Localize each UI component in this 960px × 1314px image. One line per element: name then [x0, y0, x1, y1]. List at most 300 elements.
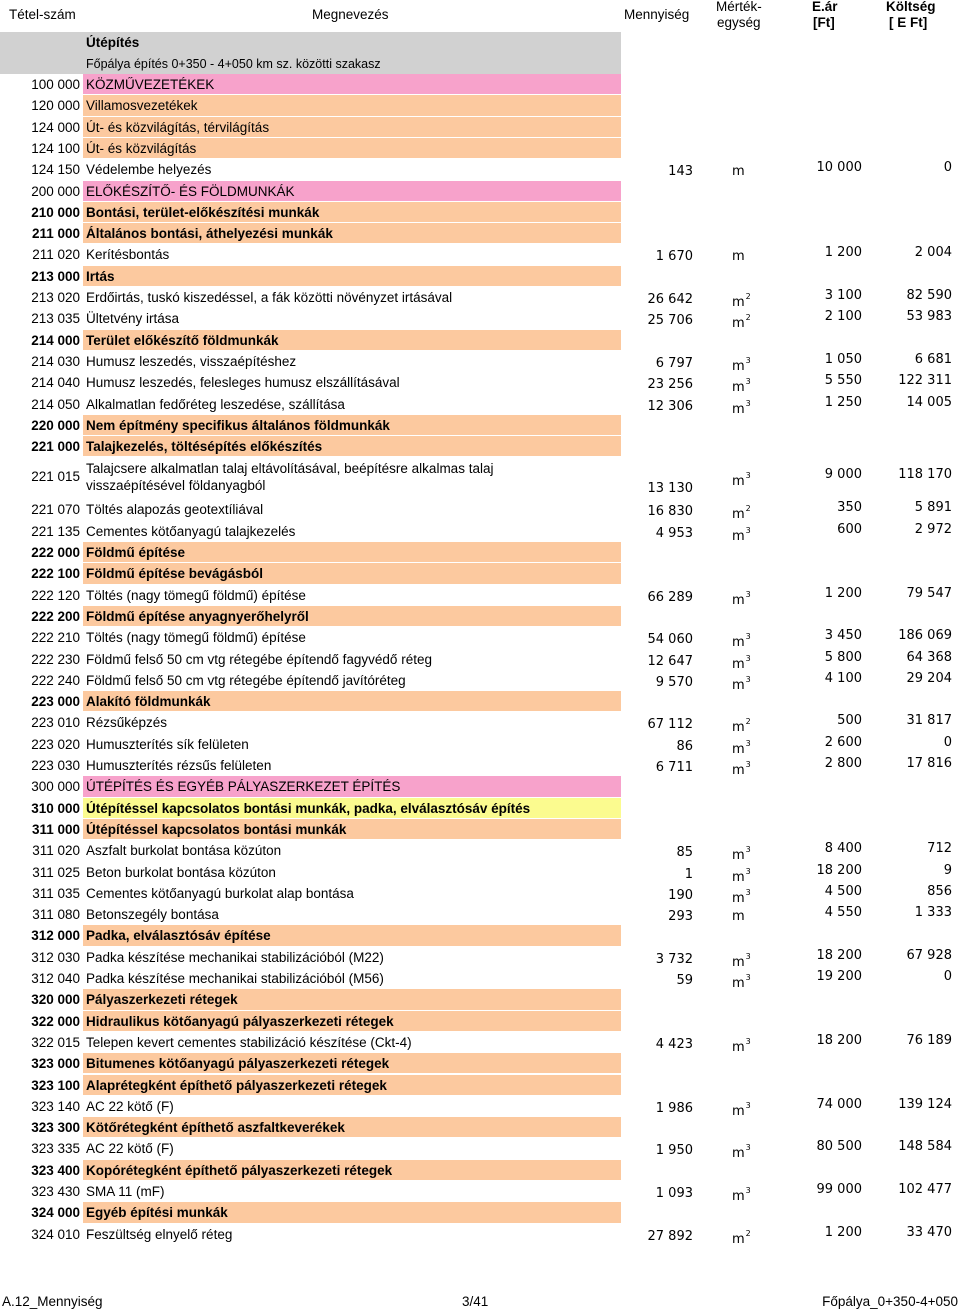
item-name: AC 22 kötő (F) [86, 1098, 174, 1114]
item-code: 312 040 [31, 971, 80, 986]
item-unit [732, 164, 772, 179]
item-unit-symbol: m [732, 869, 745, 885]
item-code: 323 140 [31, 1098, 80, 1114]
item-code: 221 070 [31, 502, 80, 518]
item-code: 324 010 [31, 1226, 80, 1242]
table-row [0, 989, 960, 1010]
item-unit-symbol: m [732, 954, 745, 970]
item-quantity: 9 570 [655, 674, 693, 690]
item-unit [732, 1186, 772, 1204]
item-unit-exponent: 3 [745, 674, 751, 684]
table-row [0, 947, 960, 968]
item-unit-exponent: 3 [745, 1186, 751, 1195]
item-unit [732, 504, 772, 522]
item-unit-exponent: 2 [745, 1228, 751, 1238]
item-quantity: 59 [676, 973, 693, 988]
item-unit [732, 590, 772, 608]
table-row [0, 670, 960, 691]
item-unit-price: 3 450 [824, 628, 862, 644]
table-row [0, 925, 960, 946]
item-cost: 53 983 [906, 309, 952, 325]
item-quantity: 4 953 [655, 525, 693, 541]
item-unit-symbol: m [732, 380, 745, 396]
item-unit-exponent: 3 [745, 738, 751, 748]
item-unit-price: 74 000 [816, 1096, 862, 1112]
item-unit-price: 8 400 [824, 841, 862, 857]
item-quantity: 3 732 [655, 951, 693, 967]
footer-page-number: 3/41 [462, 1294, 489, 1309]
table-row [0, 138, 960, 159]
item-name: ELŐKÉSZÍTŐ- ÉS FÖLDMUNKÁK [86, 183, 295, 199]
table-row [0, 883, 960, 904]
table-row [0, 457, 960, 499]
item-name: Védelembe helyezés [86, 162, 212, 178]
item-code: 322 000 [31, 1013, 80, 1029]
header-unit-line2: egység [717, 15, 761, 30]
item-name: Töltés (nagy tömegű földmű) építése [86, 587, 306, 603]
table-row [0, 968, 960, 989]
item-name: Kerítésbontás [86, 247, 170, 263]
item-name: Egyéb építési munkák [86, 1205, 228, 1221]
table-row [0, 436, 960, 457]
item-code: 323 430 [31, 1184, 80, 1199]
item-name: Bitumenes kötőanyagú pályaszerkezeti rétegek [86, 1056, 390, 1072]
item-name: Irtás [86, 268, 115, 284]
item-cost: 5 891 [914, 500, 952, 516]
item-name: Cementes kötőanyagú talajkezelés [86, 523, 296, 539]
item-code: 221 000 [31, 439, 80, 455]
header-name: Megnevezés [312, 7, 389, 22]
item-cost: 17 816 [906, 756, 952, 771]
item-quantity: 190 [668, 887, 693, 903]
item-code: 220 000 [31, 417, 80, 433]
item-code: 222 230 [31, 651, 80, 667]
item-code: 214 030 [31, 353, 80, 369]
table-row [0, 542, 960, 563]
item-unit-price: 350 [837, 500, 862, 516]
item-unit-symbol: m [732, 763, 745, 778]
item-unit-price: 1 050 [824, 351, 862, 367]
item-code: 311 080 [32, 907, 80, 923]
item-unit-price: 2 800 [824, 756, 862, 771]
item-name: Humusz leszedés, visszaépítéshez [86, 353, 297, 369]
item-name: Telepen kevert cementes stabilizáció készítése (Ckt-4) [86, 1034, 412, 1050]
item-code: 200 000 [31, 183, 80, 199]
table-row [0, 755, 960, 776]
table-row [0, 691, 960, 712]
item-unit-price: 18 200 [816, 947, 862, 963]
item-unit [732, 249, 772, 264]
item-name: Földmű építése anyagnyerőhelyről [86, 608, 309, 624]
item-unit [732, 739, 772, 757]
item-name: Padka készítése mechanikai stabilizációból (M22) [86, 949, 384, 965]
item-unit [732, 399, 772, 417]
item-quantity: 67 112 [647, 717, 693, 733]
item-unit-exponent: 3 [745, 845, 751, 855]
item-code: 214 000 [31, 332, 80, 348]
item-unit-price: 18 200 [816, 1032, 862, 1048]
item-code: 213 035 [31, 311, 80, 327]
item-unit [732, 973, 772, 991]
item-unit-symbol: m [732, 474, 745, 490]
item-code: 222 120 [31, 587, 80, 603]
item-code: 120 000 [31, 98, 80, 114]
item-name: Út- és közvilágítás, térvilágítás [86, 119, 270, 135]
item-unit [732, 888, 772, 906]
item-code: 222 210 [31, 630, 80, 646]
item-code: 300 000 [31, 779, 80, 795]
item-name: Terület előkészítő földmunkák [86, 332, 279, 348]
item-quantity: 86 [676, 738, 693, 754]
table-row [0, 244, 960, 265]
item-name: Betonszegély bontása [86, 907, 219, 923]
item-unit-exponent: 3 [745, 377, 751, 387]
item-quantity: 1 093 [655, 1186, 693, 1201]
item-unit-price: 99 000 [816, 1182, 862, 1197]
item-cost: 2 004 [914, 245, 952, 261]
item-cost: 6 681 [914, 351, 952, 367]
item-unit-price: 600 [837, 521, 862, 537]
table-row [0, 223, 960, 244]
item-unit-exponent: 3 [745, 973, 751, 982]
item-quantity: 12 306 [647, 398, 693, 414]
table-row [0, 308, 960, 332]
item-name: Humuszterítés sík felületen [86, 736, 249, 752]
item-unit-price: 9 000 [824, 467, 862, 483]
item-cost: 82 590 [906, 288, 952, 303]
item-name: Beton burkolat bontása közúton [86, 864, 276, 880]
item-name: Humusz leszedés, felesleges humusz elszállításával [86, 375, 400, 391]
item-unit [732, 654, 772, 672]
item-code: 223 010 [31, 715, 80, 731]
item-cost: 79 547 [906, 585, 952, 601]
table-row [0, 819, 960, 840]
table-row [0, 95, 960, 116]
item-unit-symbol: m [732, 507, 745, 523]
table-row [0, 862, 960, 883]
table-row [0, 734, 960, 755]
table-row [0, 351, 960, 372]
item-name: KÖZMŰVEZETÉKEK [86, 77, 215, 92]
item-unit-symbol: m [732, 635, 745, 651]
item-cost: 67 928 [906, 947, 952, 963]
item-quantity: 85 [676, 845, 693, 861]
item-name: Bontási, terület-előkészítési munkák [86, 204, 320, 220]
table-row [0, 1117, 960, 1138]
item-name: Alaprétegként építhető pályaszerkezeti rétegek [86, 1077, 387, 1093]
item-quantity: 23 256 [647, 377, 693, 393]
table-row [0, 117, 960, 138]
item-unit-price: 4 100 [824, 670, 862, 686]
table-row [0, 287, 960, 308]
item-name: Pályaszerkezeti rétegek [86, 992, 238, 1008]
item-unit-price: 4 550 [824, 905, 862, 921]
item-quantity: 26 642 [647, 292, 693, 307]
item-cost: 148 584 [898, 1139, 952, 1155]
item-quantity: 4 423 [655, 1036, 693, 1052]
item-name: Alkalmatlan fedőréteg leszedése, szállítása [86, 396, 345, 412]
item-name: Ültetvény irtása [86, 311, 180, 327]
item-code: 222 000 [31, 545, 80, 560]
item-quantity: 27 892 [647, 1228, 693, 1244]
item-quantity: 13 130 [647, 481, 693, 497]
item-unit-exponent: 3 [745, 1143, 751, 1153]
table-row [0, 712, 960, 736]
section-subtitle: Főpálya építés 0+350 - 4+050 km sz. közötti szakasz [86, 57, 381, 71]
item-cost: 122 311 [898, 373, 952, 389]
item-unit [732, 313, 772, 331]
item-cost: 139 124 [898, 1096, 952, 1112]
item-unit [732, 952, 772, 970]
item-unit-exponent: 3 [745, 632, 751, 642]
item-code: 213 020 [31, 290, 80, 305]
table-row [0, 904, 960, 925]
item-name: Rézsűképzés [86, 715, 168, 731]
item-unit [732, 845, 772, 863]
item-unit [732, 1037, 772, 1055]
item-unit [732, 675, 772, 693]
item-code: 124 100 [31, 140, 80, 156]
item-name: ÚTÉPÍTÉS ÉS EGYÉB PÁLYASZERKEZET ÉPÍTÉS [86, 779, 401, 795]
item-code: 312 030 [31, 949, 80, 965]
item-unit [732, 377, 772, 395]
item-unit-exponent: 3 [745, 760, 751, 769]
item-name: Feszültség elnyelő réteg [86, 1226, 233, 1242]
item-quantity: 1 [684, 866, 693, 882]
item-unit-exponent: 3 [745, 398, 751, 408]
item-code: 124 000 [31, 119, 80, 135]
table-row [0, 1075, 960, 1096]
item-unit-symbol: m [732, 316, 745, 332]
item-unit-exponent: 3 [745, 355, 751, 365]
item-name: Földmű építése [86, 545, 186, 560]
item-cost: 0 [943, 734, 952, 750]
item-quantity: 54 060 [647, 632, 693, 648]
item-cost: 76 189 [906, 1032, 952, 1048]
item-cost: 33 470 [906, 1224, 952, 1240]
item-unit-symbol: m [732, 909, 745, 925]
item-quantity: 1 950 [655, 1143, 693, 1159]
item-unit-price: 5 800 [824, 649, 862, 665]
item-unit-symbol: m [732, 656, 745, 672]
item-unit [732, 526, 772, 544]
item-unit-exponent: 3 [745, 951, 751, 961]
item-code: 311 000 [31, 821, 80, 837]
table-row [0, 74, 960, 95]
item-cost: 64 368 [906, 649, 952, 665]
section-title: Útépítés [86, 35, 140, 50]
table-row [0, 1032, 960, 1053]
item-code: 214 040 [31, 375, 80, 391]
item-unit [732, 356, 772, 374]
item-unit [732, 1143, 772, 1161]
item-cost: 102 477 [898, 1182, 952, 1197]
item-code: 211 020 [32, 247, 80, 263]
item-cost: 0 [943, 969, 952, 984]
table-row [0, 1096, 960, 1117]
item-quantity: 66 289 [647, 589, 693, 605]
table-row [0, 1011, 960, 1032]
item-unit-symbol: m [732, 295, 745, 310]
item-name: Hidraulikus kötőanyagú pályaszerkezeti rétegek [86, 1013, 394, 1029]
item-unit-exponent: 3 [745, 471, 751, 481]
item-code: 221 135 [31, 523, 80, 539]
table-row [0, 798, 960, 819]
item-cost: 0 [943, 160, 952, 176]
item-name: Talajcsere alkalmatlan talaj eltávolításával, beépítésre alkalmas talaj visszaépítésével földanyagból [86, 461, 494, 494]
item-unit-exponent: 3 [745, 653, 751, 663]
item-name: Földmű felső 50 cm vtg rétegébe építendő fagyvédő réteg [86, 651, 432, 667]
item-name: Útépítéssel kapcsolatos bontási munkák, padka, elválasztósáv építés [86, 800, 531, 816]
table-row [0, 499, 960, 523]
footer-sheet-name: A.12_Mennyiség [2, 1294, 103, 1309]
item-unit [732, 1101, 772, 1119]
item-name: Erdőirtás, tuskó kiszedéssel, a fák közötti növényzet irtásával [86, 290, 453, 305]
section-subtitle-row [0, 53, 960, 74]
header-qty: Mennyiség [624, 7, 690, 22]
item-code: 222 100 [31, 566, 80, 582]
table-header [0, 0, 960, 32]
item-unit-symbol: m [732, 249, 745, 265]
item-unit-exponent: 3 [745, 1036, 751, 1046]
item-name: Padka készítése mechanikai stabilizációból (M56) [86, 971, 384, 986]
item-quantity: 293 [668, 909, 693, 925]
item-cost: 2 972 [914, 521, 952, 537]
footer-section-name: Főpálya_0+350-4+050 [822, 1294, 958, 1309]
item-unit-price: 18 200 [816, 862, 862, 878]
item-cost: 9 [943, 862, 952, 878]
item-code: 211 000 [31, 226, 80, 242]
item-cost: 186 069 [898, 628, 952, 644]
item-unit-symbol: m [732, 592, 745, 608]
item-name: Talajkezelés, töltésépítés előkészítés [86, 439, 323, 455]
table-row [0, 585, 960, 606]
item-unit-symbol: m [732, 401, 745, 417]
item-unit-price: 2 100 [824, 309, 862, 325]
item-unit-exponent: 3 [745, 589, 751, 599]
item-unit-price: 1 200 [824, 1224, 862, 1240]
item-name: Kopórétegként építhető pályaszerkezeti rétegek [86, 1162, 393, 1178]
table-row [0, 330, 960, 351]
table-row [0, 521, 960, 542]
item-unit-exponent: 2 [745, 292, 751, 301]
item-unit-price: 3 100 [824, 288, 862, 303]
table-row [0, 159, 960, 180]
section-title-row [0, 32, 960, 53]
item-quantity: 16 830 [647, 504, 693, 520]
item-name: Humuszterítés rézsűs felületen [86, 758, 272, 773]
table-row [0, 1138, 960, 1162]
item-code: 311 035 [32, 885, 80, 901]
item-unit [732, 717, 772, 735]
item-name: Általános bontási, áthelyezési munkák [86, 226, 333, 242]
item-unit-exponent: 3 [745, 1100, 751, 1110]
item-name: AC 22 kötő (F) [86, 1141, 174, 1157]
item-name: Töltés alapozás geotextíliával [86, 502, 264, 518]
item-code: 222 240 [31, 672, 80, 688]
item-code: 210 000 [31, 204, 80, 220]
item-code: 323 335 [31, 1141, 80, 1157]
item-unit-symbol: m [732, 358, 745, 374]
item-unit-exponent: 3 [745, 525, 751, 535]
item-unit-symbol: m [732, 164, 745, 180]
table-row [0, 1160, 960, 1181]
item-code: 214 050 [31, 396, 80, 412]
item-code: 322 015 [31, 1034, 80, 1050]
item-name: Töltés (nagy tömegű földmű) építése [86, 630, 306, 646]
item-name: Villamosvezetékek [86, 98, 198, 114]
item-unit-exponent: 2 [745, 717, 751, 727]
table-row [0, 1202, 960, 1223]
item-unit-symbol: m [732, 528, 745, 544]
header-cost-line2: [ E Ft] [889, 15, 928, 30]
item-unit-exponent: 2 [745, 313, 751, 323]
item-quantity: 12 647 [647, 653, 693, 669]
item-code: 223 000 [31, 694, 80, 710]
table-row [0, 1053, 960, 1074]
item-name: Út- és közvilágítás [86, 140, 197, 156]
item-code: 124 150 [31, 162, 80, 178]
item-unit-symbol: m [732, 1103, 745, 1119]
table-row [0, 627, 960, 651]
item-quantity: 25 706 [647, 313, 693, 329]
item-unit [732, 760, 772, 778]
item-cost: 14 005 [906, 394, 952, 410]
table-row [0, 266, 960, 287]
item-unit-exponent: 2 [745, 504, 751, 514]
item-unit [732, 867, 772, 885]
item-code: 311 020 [32, 843, 80, 859]
item-code: 323 000 [31, 1056, 80, 1072]
item-unit-exponent: 3 [745, 887, 751, 897]
table-row [0, 415, 960, 436]
table-row [0, 202, 960, 223]
item-unit-price: 1 200 [824, 245, 862, 261]
table-row [0, 181, 960, 202]
item-unit-price: 5 550 [824, 373, 862, 389]
item-code: 221 015 [31, 469, 80, 485]
item-quantity: 6 797 [655, 355, 693, 371]
item-code: 323 100 [31, 1077, 80, 1093]
item-cost: 29 204 [906, 670, 952, 686]
table-row [0, 606, 960, 627]
table-row [0, 394, 960, 415]
item-code: 223 020 [31, 736, 80, 752]
item-unit-symbol: m [732, 890, 745, 906]
item-cost: 31 817 [906, 713, 952, 729]
item-unit-price: 1 200 [824, 585, 862, 601]
table-row [0, 372, 960, 396]
item-code: 320 000 [31, 992, 80, 1008]
item-unit-exponent: 3 [745, 866, 751, 876]
item-name: Alakító földmunkák [86, 694, 211, 710]
item-unit-price: 2 600 [824, 734, 862, 750]
item-unit [732, 471, 772, 489]
item-name: Útépítéssel kapcsolatos bontási munkák [86, 821, 347, 837]
item-unit-price: 10 000 [816, 160, 862, 176]
item-unit-symbol: m [732, 1039, 745, 1055]
header-price-line1: E.ár [812, 0, 838, 14]
item-code: 223 030 [31, 758, 80, 773]
item-cost: 1 333 [914, 905, 952, 921]
table-row [0, 649, 960, 670]
item-unit-price: 19 200 [816, 969, 862, 984]
item-code: 323 400 [31, 1162, 80, 1178]
item-unit [732, 632, 772, 650]
item-name: Földmű felső 50 cm vtg rétegébe építendő javítóréteg [86, 672, 406, 688]
item-code: 100 000 [31, 77, 80, 92]
item-code: 324 000 [31, 1205, 80, 1221]
